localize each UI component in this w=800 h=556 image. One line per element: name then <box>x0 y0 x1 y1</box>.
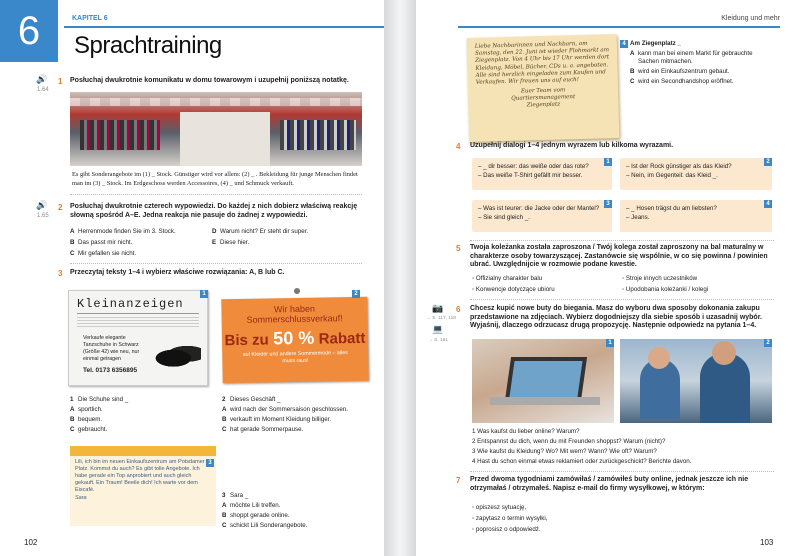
topic-4: ◦ Upodobania koleżanki / kolegi <box>622 286 709 293</box>
exercise-3-instruction: Przeczytaj teksty 1–4 i wybierz właściwe rozwiązania: A, B lub C. <box>70 269 285 276</box>
notice-sign: Euer Team vom Quartiersmanagement Ziegenplatz <box>511 87 576 109</box>
book-gutter <box>384 0 416 556</box>
audio-track: 1.64 <box>37 87 49 93</box>
divider <box>70 194 362 195</box>
store-photo <box>70 92 362 166</box>
sale-line-1: Wir haben <box>273 303 316 315</box>
page-number-right: 103 <box>760 538 774 547</box>
topic-1: ◦ Offizialny charakter balu <box>472 275 543 282</box>
exercise-2-instruction-1: Posłuchaj dwukrotnie czterech wypowiedzi. Do każdej z nich dobierz właściwą reakcję <box>70 203 358 210</box>
page-title: Sprachtraining <box>74 32 222 59</box>
text-tag-4: 4 <box>620 40 628 48</box>
exercise-1-instruction: Posłuchaj dwukrotnie komunikatu w domu towarowym i uzupełnij poniższą notatkę. <box>70 77 349 84</box>
message-card <box>70 446 216 526</box>
question-1: 1 Die Schuhe sind _ A sportlich. B bequem. C gebraucht. <box>70 396 129 433</box>
left-page <box>0 0 384 556</box>
exercise-1-number: 1 <box>58 77 63 86</box>
classified-ad-text: Verkaufe elegante Tanzschuhe in Schwarz (Größe 42) wie neu, nur einmal getragen <box>83 335 140 362</box>
question-2: 2 Dieses Geschäft _ A wird nach der Sommersaison geschlossen. B verkauft im Moment Kleidung billiger. C hat gerade Sommerpause. <box>222 396 348 433</box>
exercise-7-instruction: Przed dwoma tygodniami zamówiłaś / zamówiłeś buty online, jednak jeszcze ich nie otrzymałaś / otrzymałeś. Napisz e-mail do firmy wysyłkowej, w którym: <box>470 476 749 492</box>
dialog-2: – Ist der Rock günstiger als das Kleid? – Nein, im Gegenteil: das Kleid _. <box>620 158 772 190</box>
dialog-4: – _ Hosen trägst du am liebsten? – Jeans. <box>620 200 772 232</box>
email-point-1: ◦ opiszesz sytuację, <box>472 504 527 511</box>
flea-market-notice <box>467 34 620 142</box>
chapter-label: KAPITEL 6 <box>72 15 108 22</box>
shoes-image <box>155 345 201 367</box>
sale-sign <box>221 297 368 384</box>
page-number-left: 102 <box>24 538 38 547</box>
notice-text: Liebe Nachbarinnen und Nachbarn, am Samstag, den 22. Juni ist wieder Flohmarkt am Ziegenplatz. Von 4 Uhr bis 17 Uhr werden dort Kleidung, Möbel, Bücher, CDs u. a. angeboten. Alle sind herzlich eingeladen zum Kaufen und Verkaufen. Wir freuen uns auf euch! <box>474 40 610 86</box>
dialog-tag-2: 2 <box>764 158 772 166</box>
discussion-question-3: 3 Wie kaufst du Kleidung? Wo? Mit wem? Wann? Wie oft? Warum? <box>472 448 657 455</box>
dialog-3: – Was ist teurer: die Jacke oder der Mantel? – Sie sind gleich _. <box>472 200 612 232</box>
dialog-tag-4: 4 <box>764 200 772 208</box>
message-text: Lili, ich bin im neuen Einkaufszentrum am Potsdamer Platz. Kommst du auch? Es gibt tolle Angebote. Ich habe gerade ein Top anprobiert und auch gleich gekauft. Ein Traum! Beeile dich! Ich warte vor dem Eiscafé. <box>75 459 205 493</box>
topic-3: ◦ Stroje innych uczestników <box>622 275 698 282</box>
option-b: B Das passt mir nicht. <box>70 239 133 246</box>
chapter-number: 6 <box>17 9 41 53</box>
ref-text-1: → S. 117, 118 <box>426 316 456 321</box>
divider <box>470 240 774 241</box>
option-e: E Diese hier. <box>212 239 250 246</box>
exercise-2-instruction-2: słowną spośród A–E. Jedna reakcja nie pasuje do żadnej z wypowiedzi. <box>70 212 308 219</box>
audio-icon: 🔊 <box>36 74 48 84</box>
ref-text-2: → S. 161 <box>428 338 448 343</box>
online-shopping-photo <box>472 339 614 423</box>
sale-small: auf Kleider und andere Sommermode – alles muss raus! <box>242 350 348 365</box>
sale-line-2: Sommerschlussverkauf! <box>246 313 343 325</box>
exercise-5-number: 5 <box>456 244 461 253</box>
divider <box>470 299 774 300</box>
exercise-4-instruction: Uzupełnij dialogi 1–4 jednym wyrazem lub kilkoma wyrazami. <box>470 142 674 149</box>
sale-big-c: Rabatt <box>318 329 366 348</box>
exercise-1-note: Es gibt Sonderangebote im (1) _ Stock. Günstiger wird vor allem: (2) _ . Bekleidung für junge Menschen findet man im (3) _ Stock. Im Erdgeschoss werden Accessoires, (4) _ und Schmuck verkauft. <box>72 171 358 187</box>
sale-big-a: Bis zu <box>224 331 269 350</box>
header-rule <box>458 26 780 28</box>
divider <box>70 263 362 264</box>
exercise-6-instruction: Chcesz kupić nowe buty do biegania. Masz do wyboru dwa sposoby dokonania zakupu przedstawione na zdjęciach. Wybierz dogodniejszy dla siebie sposób i uzasadnij wybór. Wyjaśnij, dlaczego odrzucasz drugą propozycję. Następnie odpowiedz na pytania 1–4. <box>470 305 762 329</box>
dialog-tag-3: 3 <box>604 200 612 208</box>
exercise-4-number: 4 <box>456 142 461 151</box>
exercise-7-number: 7 <box>456 476 461 485</box>
discussion-question-4: 4 Hast du schon einmal etwas reklamiert oder zurückgeschickt? Berichte davon. <box>472 458 692 465</box>
photo-tag-1: 1 <box>606 339 614 347</box>
sale-big-b: 50 % <box>273 327 315 349</box>
discussion-question-2: 2 Entspannst du dich, wenn du mit Freunden shoppst? Warum (nicht)? <box>472 438 666 445</box>
photo-tag-2: 2 <box>764 339 772 347</box>
option-a: A Herrenmode finden Sie im 3. Stock. <box>70 228 176 235</box>
email-point-2: ◦ zapytasz o termin wysyłki, <box>472 515 548 522</box>
section-header: Kleidung und mehr <box>721 15 780 22</box>
audio-track: 1.65 <box>37 213 49 219</box>
dialog-1: – _ dir besser: das weiße oder das rote? – Das weiße T-Shirt gefällt mir besser. <box>472 158 612 190</box>
option-c: C Mir gefallen sie nicht. <box>70 250 137 257</box>
exercise-6-number: 6 <box>456 305 461 314</box>
camera-icon: 📷 <box>432 303 444 313</box>
question-4: Am Ziegenplatz _ A kann man bei einem Markt für gebrauchte Sachen mitmachen. B wird ein Einkaufszentrum gebaut. C wird ein Secondhandshop eröffnet. <box>630 40 753 85</box>
classified-ad-tel: Tel. 0173 6356895 <box>83 367 138 374</box>
header-rule <box>64 26 384 28</box>
store-shopping-photo <box>620 339 772 423</box>
exercise-2-number: 2 <box>58 203 63 212</box>
option-d: D Warum nicht? Er steht dir super. <box>212 228 309 235</box>
discussion-question-1: 1 Was kaufst du lieber online? Warum? <box>472 428 580 435</box>
question-3: 3 Sara _ A möchte Lili treffen. B shoppt gerade online. C schickt Lili Sonderangebote. <box>222 492 308 529</box>
text-tag-3: 3 <box>206 459 214 467</box>
text-tag-1: 1 <box>200 290 208 298</box>
classified-ad-header: Kleinanzeigen <box>77 297 199 314</box>
sign-pin <box>294 288 300 294</box>
email-point-3: ◦ poprosisz o odpowiedź. <box>472 526 541 533</box>
divider <box>470 471 774 472</box>
text-tag-2: 2 <box>352 290 360 298</box>
classified-ad <box>68 290 208 386</box>
exercise-5-instruction: Twoja koleżanka została zaproszona / Twój kolega został zaproszony na bal maturalny w charakterze osoby towarzyszącej. Zastanówcie się wspólnie, w co się powinna / powinien ubrać. Uwzględnijcie w rozmowie podane kwestie. <box>470 244 768 268</box>
audio-icon: 🔊 <box>36 200 48 210</box>
dialog-tag-1: 1 <box>604 158 612 166</box>
topic-2: ◦ Konwencje dotyczące ubioru <box>472 286 555 293</box>
exercise-3-number: 3 <box>58 269 63 278</box>
laptop-icon: 💻 <box>432 324 444 334</box>
right-page <box>416 0 800 556</box>
message-sign: Sara <box>75 495 87 501</box>
